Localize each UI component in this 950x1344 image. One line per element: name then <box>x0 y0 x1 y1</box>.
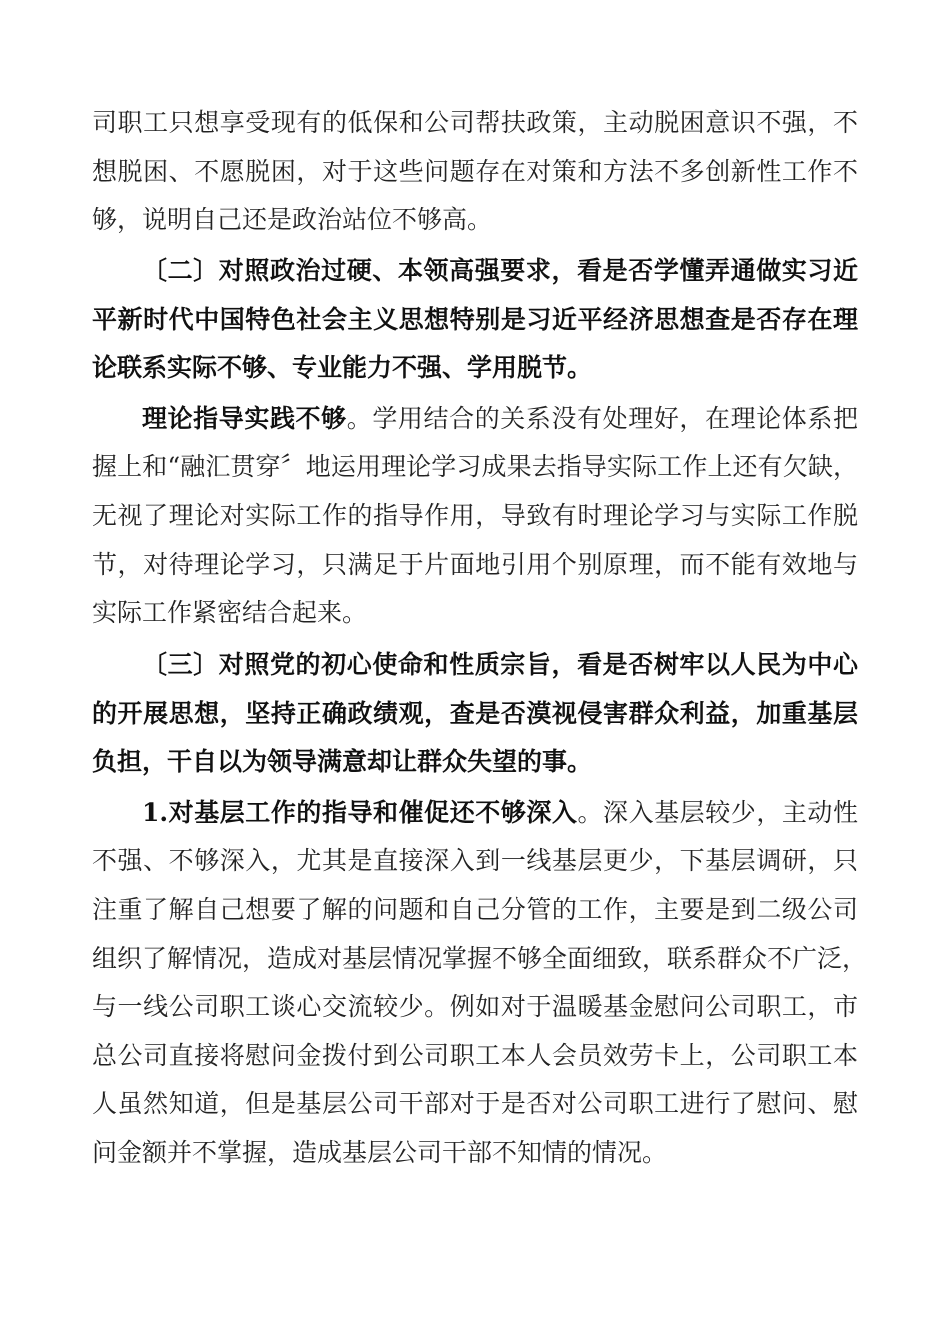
paragraph-line: 人虽然知道，但是基层公司干部对于是否对公司职工进行了慰问、慰 <box>92 1089 858 1118</box>
paragraph-line: 无视了理论对实际工作的指导作用，导致有时理论学习与实际工作脱 <box>92 501 858 530</box>
section-heading-line: 平新时代中国特色社会主义思想特别是习近平经济思想查是否存在理 <box>92 305 858 334</box>
paragraph-line: 节，对待理论学习，只满足于片面地引用个别原理，而不能有效地与 <box>92 550 858 579</box>
paragraph-line: 够，说明自己还是政治站位不够高。 <box>92 205 493 234</box>
section-heading-line: 〔二〕对照政治过硬、本领高强要求，看是否学懂弄通做实习近 <box>142 256 858 285</box>
paragraph-line: 想脱困、不愿脱困，对于这些问题存在对策和方法不多创新性工作不 <box>92 157 858 186</box>
paragraph-line <box>142 399 858 439</box>
paragraph-lead: 1.对基层工作的指导和催促还不够深入 <box>142 798 578 827</box>
paragraph-line: 不强、不够深入，尤其是直接深入到一线基层更少，下基层调研，只 <box>92 846 858 875</box>
section-heading-line: 论联系实际不够、专业能力不强、学用脱节。 <box>92 353 593 382</box>
paragraph-line: 实际工作紧密结合起来。 <box>92 598 368 627</box>
paragraph-line: 与一线公司职工谈心交流较少。例如对于温暖基金慰问公司职工，市 <box>92 992 858 1021</box>
paragraph-lead: 理论指导实践不够 <box>142 404 347 433</box>
paragraph-line <box>142 793 858 833</box>
paragraph-line: 司职工只想享受现有的低保和公司帮扶政策，主动脱困意识不强，不 <box>92 108 858 137</box>
paragraph-line: 注重了解自己想要了解的问题和自己分管的工作，主要是到二级公司 <box>92 895 858 924</box>
paragraph-line: 握上和“融汇贯穿〞地运用理论学习成果去指导实际工作上还有欠缺， <box>92 452 858 481</box>
paragraph-line: 总公司直接将慰问金拨付到公司职工本人会员效劳卡上，公司职工本 <box>92 1041 858 1070</box>
paragraph-text: 。深入基层较少，主动性 <box>577 798 858 827</box>
section-heading-line: 负担，干自以为领导满意却让群众失望的事。 <box>92 747 593 776</box>
paragraph-text: 。学用结合的关系没有处理好，在理论体系把 <box>346 404 858 433</box>
section-heading-line: 〔三〕对照党的初心使命和性质宗旨，看是否树牢以人民为中心 <box>142 650 858 679</box>
paragraph-line: 问金额并不掌握，造成基层公司干部不知情的情况。 <box>92 1138 668 1167</box>
paragraph-line: 组织了解情况，造成对基层情况掌握不够全面细致，联系群众不广泛， <box>92 944 868 973</box>
section-heading-line: 的开展思想，坚持正确政绩观，查是否漠视侵害群众利益，加重基层 <box>92 699 858 728</box>
